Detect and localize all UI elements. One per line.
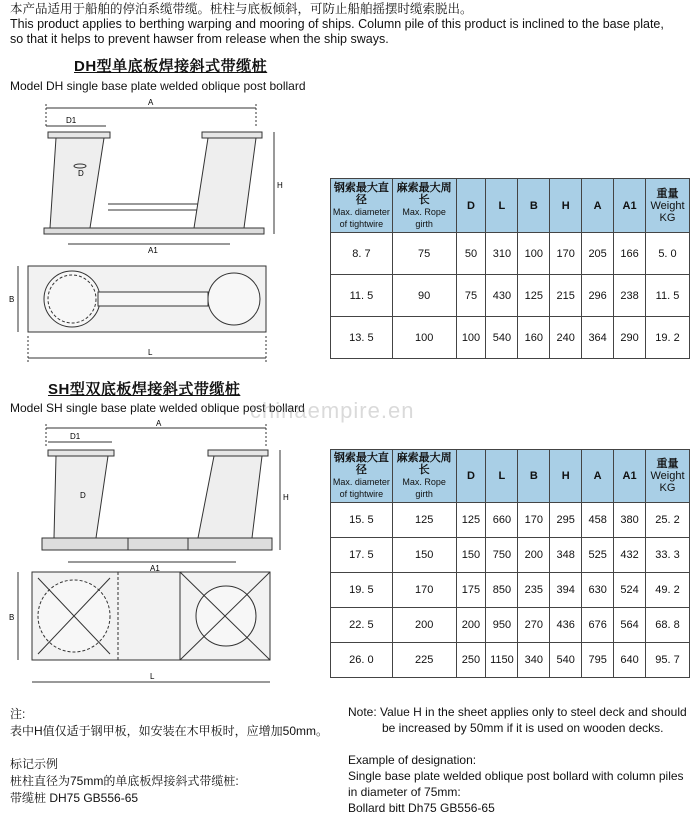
table-cell: 19. 5 (331, 573, 393, 608)
table-cell: 340 (518, 643, 550, 678)
table-cell: 250 (456, 643, 486, 678)
table-cell: 290 (614, 317, 646, 359)
table-cell: 380 (614, 503, 646, 538)
table-cell: 310 (486, 233, 518, 275)
header-weight (646, 450, 690, 503)
intro-line-en-2: so that it helps to prevent hawser from release when the ship sways. (10, 32, 389, 46)
table-cell: 17. 5 (331, 538, 393, 573)
sh-drawing (8, 420, 298, 690)
header-tightwire (331, 450, 393, 503)
table-cell: 540 (486, 317, 518, 359)
example-en-1: Single base plate welded oblique post bollard with column piles (348, 769, 684, 783)
example-cn-code: 带缆桩 DH75 GB556-65 (10, 791, 139, 805)
table-cell: 200 (456, 608, 486, 643)
table-cell: 11. 5 (331, 275, 393, 317)
table-cell: 364 (582, 317, 614, 359)
table-cell: 238 (614, 275, 646, 317)
table-cell: 49. 2 (646, 573, 690, 608)
header-weight-en: Weight KG (650, 199, 685, 224)
table-cell: 296 (582, 275, 614, 317)
table-row (331, 573, 690, 608)
sh-label-d: D (80, 491, 86, 500)
table-cell: 200 (392, 608, 456, 643)
dh-label-d1: D1 (66, 116, 77, 125)
table-cell: 68. 8 (646, 608, 690, 643)
note-cn-text: 表中H值仅适于钢甲板，如安装在木甲板时，应增加50mm。 (10, 724, 329, 738)
header-weight-en: Weight KG (650, 470, 685, 494)
header-d: D (456, 450, 486, 503)
header-weight (645, 179, 689, 233)
table-cell: 240 (550, 317, 582, 359)
table-cell: 95. 7 (646, 643, 690, 678)
sh-title-cn: SH型双底板焊接斜式带缆桩 (48, 381, 241, 398)
dh-label-b: B (9, 295, 15, 304)
header-tightwire-en: Max. diameter of tightwire (332, 206, 390, 229)
table-cell: 676 (582, 608, 614, 643)
sh-spec-table (330, 449, 690, 678)
table-row (331, 275, 690, 317)
table-cell: 225 (392, 643, 456, 678)
table-row (331, 608, 690, 643)
table-cell: 436 (550, 608, 582, 643)
note-en-1: Note: Value H in the sheet applies only to steel deck and should (348, 705, 687, 719)
dh-label-d: D (78, 169, 84, 178)
table-cell: 270 (518, 608, 550, 643)
header-tightwire-en: Max. diameter of tightwire (332, 477, 390, 499)
watermark: chinaempire.en (250, 398, 415, 423)
notes-en (348, 704, 700, 816)
table-cell: 11. 5 (645, 275, 689, 317)
table-cell: 795 (582, 643, 614, 678)
table-cell: 100 (456, 317, 486, 359)
table-cell: 150 (392, 538, 456, 573)
table-cell: 19. 2 (645, 317, 689, 359)
table-cell: 394 (550, 573, 582, 608)
example-en-2: in diameter of 75mm: (348, 785, 461, 799)
header-rope-en: Max. Rope girth (402, 477, 446, 499)
table-cell: 850 (486, 573, 518, 608)
sh-label-b: B (9, 613, 15, 622)
header-a: A (582, 179, 614, 233)
table-cell: 175 (456, 573, 486, 608)
table-cell: 524 (614, 573, 646, 608)
header-rope-cn: 麻索最大周长 (396, 452, 452, 476)
table-cell: 160 (518, 317, 550, 359)
sh-label-h: H (283, 493, 289, 502)
header-a1: A1 (614, 179, 646, 233)
table-cell: 90 (392, 275, 456, 317)
dh-spec-table (330, 178, 690, 359)
dh-table-header-row (331, 179, 690, 233)
intro-line-en-1: This product applies to berthing warping and mooring of ships. Column pile of this product is inclined to the base plate, (10, 17, 664, 31)
table-row (331, 317, 690, 359)
header-weight-cn: 重量 (656, 187, 679, 200)
header-rope-girth (392, 179, 456, 233)
header-rope-girth (392, 450, 456, 503)
table-cell: 8. 7 (331, 233, 393, 275)
table-cell: 660 (486, 503, 518, 538)
header-a: A (582, 450, 614, 503)
table-cell: 5. 0 (645, 233, 689, 275)
header-d: D (456, 179, 486, 233)
note-en-2: be increased by 50mm if it is used on wooden decks. (382, 721, 664, 735)
note-cn-label: 注: (10, 707, 26, 721)
example-cn-text: 桩柱直径为75mm的单底板焊接斜式带缆桩: (10, 774, 239, 788)
header-rope-cn: 麻索最大周长 (396, 181, 452, 206)
table-row (331, 233, 690, 275)
dh-drawing (8, 96, 298, 366)
table-cell: 100 (392, 317, 456, 359)
table-cell: 458 (582, 503, 614, 538)
table-cell: 26. 0 (331, 643, 393, 678)
intro-line-cn: 本产品适用于船舶的停泊系缆带缆。桩柱与底板倾斜，可防止船舶摇摆时缆索脱出。 (10, 2, 473, 16)
table-cell: 75 (456, 275, 486, 317)
table-cell: 166 (614, 233, 646, 275)
dh-title-cn: DH型单底板焊接斜式带缆桩 (74, 58, 268, 75)
table-cell: 125 (456, 503, 486, 538)
dh-label-h: H (277, 181, 283, 190)
header-b: B (518, 450, 550, 503)
table-row (331, 643, 690, 678)
table-cell: 564 (614, 608, 646, 643)
table-cell: 432 (614, 538, 646, 573)
table-cell: 1150 (486, 643, 518, 678)
intro-text (10, 2, 700, 47)
header-tightwire (331, 179, 393, 233)
table-cell: 13. 5 (331, 317, 393, 359)
table-cell: 295 (550, 503, 582, 538)
table-cell: 170 (392, 573, 456, 608)
table-cell: 640 (614, 643, 646, 678)
header-tightwire-cn: 钢索最大直径 (333, 181, 389, 206)
header-h: H (550, 450, 582, 503)
dh-label-a: A (148, 98, 154, 107)
table-cell: 150 (456, 538, 486, 573)
sh-label-a1: A1 (150, 564, 160, 573)
table-cell: 125 (392, 503, 456, 538)
table-cell: 170 (518, 503, 550, 538)
header-b: B (518, 179, 550, 233)
dh-title-en: Model DH single base plate welded oblique post bollard (10, 79, 306, 93)
table-cell: 950 (486, 608, 518, 643)
table-cell: 348 (550, 538, 582, 573)
example-en-3: Bollard bitt Dh75 GB556-65 (348, 801, 495, 815)
table-cell: 750 (486, 538, 518, 573)
dh-label-l: L (148, 348, 153, 357)
example-cn-label: 标记示例 (10, 757, 59, 771)
table-cell: 430 (486, 275, 518, 317)
notes-cn (10, 706, 345, 807)
header-l: L (486, 179, 518, 233)
sh-label-d1: D1 (70, 432, 81, 441)
table-cell: 25. 2 (646, 503, 690, 538)
table-cell: 33. 3 (646, 538, 690, 573)
table-row (331, 538, 690, 573)
header-tightwire-cn: 钢索最大直径 (333, 452, 389, 476)
table-cell: 235 (518, 573, 550, 608)
table-cell: 205 (582, 233, 614, 275)
table-cell: 200 (518, 538, 550, 573)
table-cell: 125 (518, 275, 550, 317)
table-cell: 100 (518, 233, 550, 275)
header-weight-cn: 重量 (656, 458, 679, 470)
header-a1: A1 (614, 450, 646, 503)
table-cell: 22. 5 (331, 608, 393, 643)
table-cell: 525 (582, 538, 614, 573)
sh-label-l: L (150, 672, 155, 681)
table-cell: 50 (456, 233, 486, 275)
header-h: H (550, 179, 582, 233)
dh-label-a1: A1 (148, 246, 158, 255)
header-rope-en: Max. Rope girth (402, 206, 446, 229)
header-l: L (486, 450, 518, 503)
table-cell: 630 (582, 573, 614, 608)
sh-table-header-row (331, 450, 690, 503)
table-cell: 215 (550, 275, 582, 317)
sh-title-en: Model SH single base plate welded oblique post bollard (10, 401, 305, 415)
example-en-label: Example of designation: (348, 753, 477, 767)
table-cell: 540 (550, 643, 582, 678)
table-cell: 170 (550, 233, 582, 275)
table-cell: 15. 5 (331, 503, 393, 538)
sh-label-a: A (156, 420, 162, 428)
table-row (331, 503, 690, 538)
table-cell: 75 (392, 233, 456, 275)
